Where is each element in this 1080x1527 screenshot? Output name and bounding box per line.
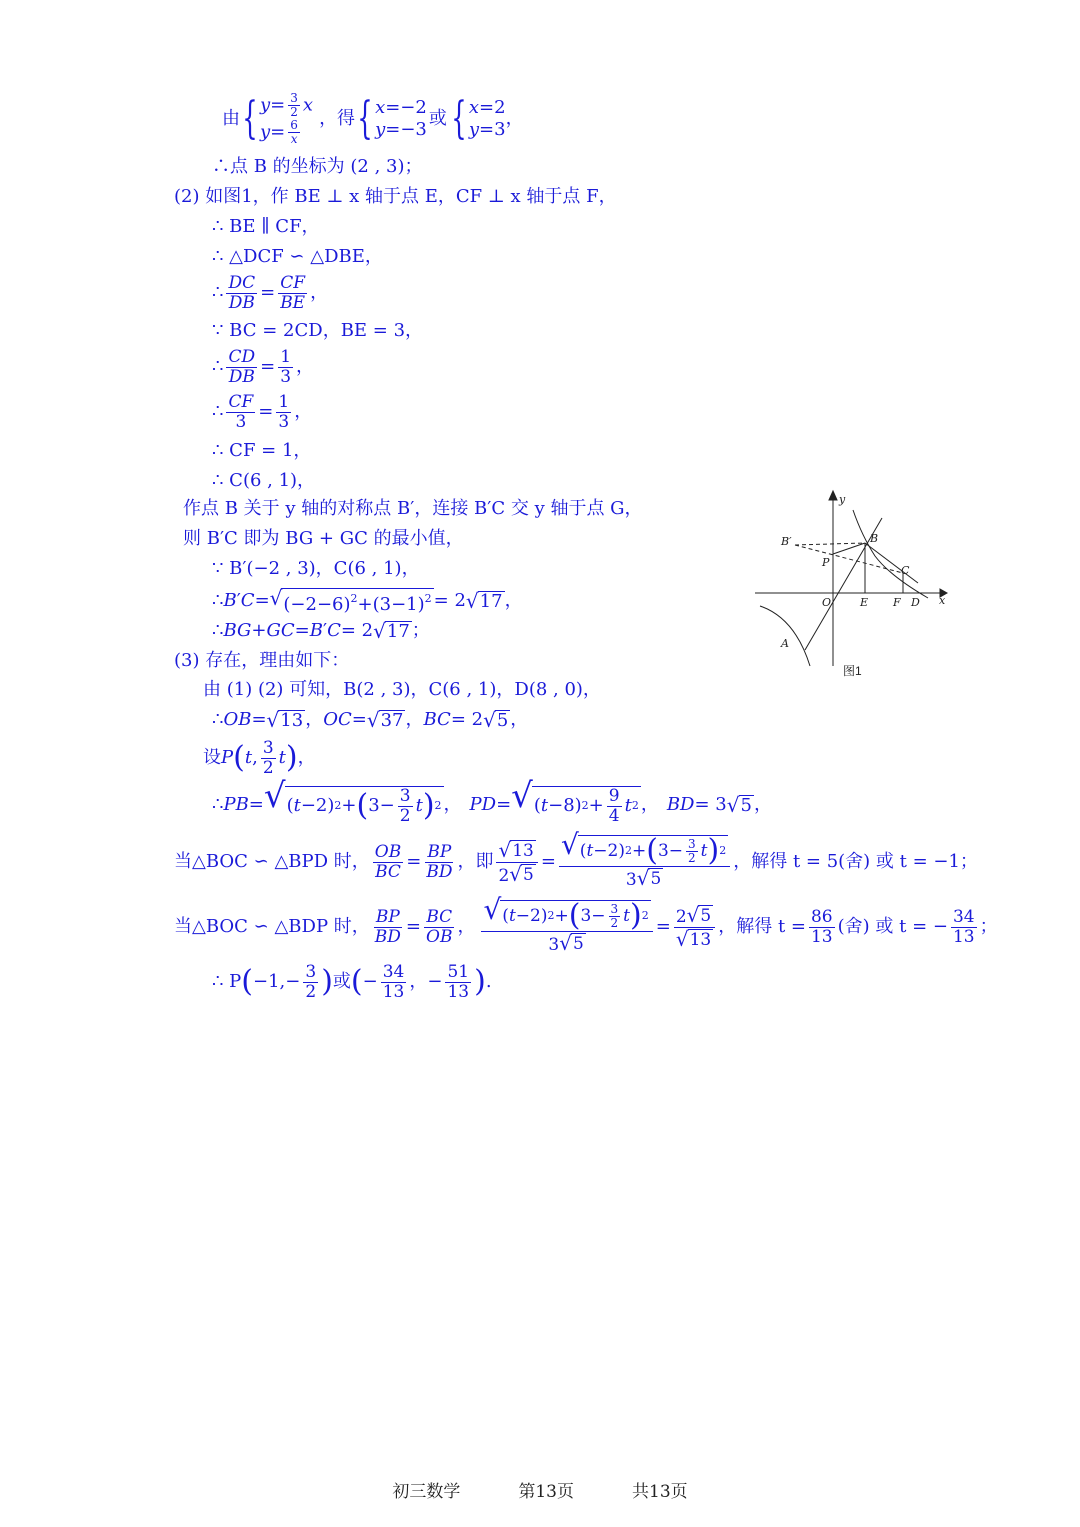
solution-line-16: ∴ BG + GC = B ′ C = 2 √ 17 ； (212, 619, 430, 643)
solution-line-14: ∵ B′(−2 , 3)，C(6 , 1)， (212, 558, 420, 579)
case1-prefix: 当△BOC ∽ △BPD 时， (174, 851, 370, 872)
label-a: A (781, 637, 789, 650)
solution-line-2: ∴点 B 的坐标为 (2 , 3)； (212, 156, 423, 177)
solution-line-18: 由 (1) (2) 可知，B(2 , 3)，C(6 , 1)，D(8 , 0)， (203, 679, 601, 700)
text-end: ， (505, 108, 524, 129)
solution-line-5: ∴ △DCF ∽ △DBE， (212, 246, 383, 267)
label-bprime: B′ (781, 535, 792, 548)
solution-line-6: ∴ $\frac{DC}{DB}$ = $\frac{CF}{BE}$ ， (212, 272, 329, 313)
dashed-bprime-b (795, 543, 865, 545)
equation-system-3: { x=2 y=3 (451, 93, 506, 144)
page-footer (0, 1477, 1080, 1502)
label-p: P (822, 556, 830, 569)
solution-line-13: 则 B′C 即为 BG + GC 的最小值， (183, 528, 464, 549)
solution-line-19: ∴ OB = √ 13 ， OC = √ 37 ， BC = 2 √ 5 ， (212, 708, 529, 732)
label-y: y (839, 493, 846, 506)
text-mid: ，得 (319, 108, 356, 129)
figure-caption: 图1 (843, 664, 862, 678)
solution-line-15: ∴ B ′ C = √ $(-2-6)^2+(3-1)^2$ = 2 √ 17 ， (212, 586, 523, 615)
footer-total: 共13页 (632, 1482, 688, 1502)
label-d: D (911, 596, 920, 609)
line-bd (865, 543, 918, 583)
footer-subject: 初三数学 (392, 1482, 461, 1502)
solution-line-3: (2) 如图1，作 BE ⊥ x 轴于点 E，CF ⊥ x 轴于点 F， (174, 186, 617, 207)
footer-page: 第13页 (518, 1482, 574, 1502)
solution-line-20: 设 P ( t , $\frac{3}{2}$ t ) ， (203, 737, 316, 778)
label-b: B (870, 532, 879, 545)
case2-prefix: 当△BOC ∽ △BDP 时， (174, 916, 370, 937)
solution-line-10: ∴ CF = 1， (212, 440, 312, 461)
solution-line-17: (3) 存在，理由如下： (174, 650, 350, 671)
solution-line-8: ∴ $\frac{CD}{DB}$ = $\frac{1}{3}$ ， (212, 346, 315, 387)
solution-line-9: ∴ $\frac{CF}{3}$ = $\frac{1}{3}$ ， (212, 391, 313, 432)
solution-line-21: 当△BOC ∽ △BPD 时， $\frac{OB}{BC}$ = $\frac{BP}{BD}$ ，即 √ 13 2 √ 5 = √ ( t −2) 2 + ( 3− $\frac{3}{2}$ t ) 2 3 √ 5 ，解得 t = 5(舍) 或 t = −1； (174, 828, 978, 890)
label-f: F (893, 596, 901, 609)
solution-line-7: ∵ BC = 2CD，BE = 3， (212, 320, 424, 341)
case1-mid: ，即 (457, 851, 494, 872)
solution-line-12: 作点 B 关于 y 轴的对称点 B′，连接 B′C 交 y 轴于点 G， (183, 498, 643, 519)
solution-line-11: ∴ C(6 , 1)， (212, 470, 316, 491)
text-prefix: 由 (222, 108, 240, 129)
label-c: C (901, 564, 910, 577)
equation-system-1: { y= $\frac{3}{2}$ x y= $\frac{6}{x}$ (242, 91, 314, 146)
case2-end2: (舍) 或 t = − (837, 916, 948, 937)
y-axis-arrow (829, 491, 837, 500)
hyperbola-lower (760, 606, 810, 666)
label-e: E (860, 596, 869, 609)
solution-line-23: ∴ P ( −1,− $\frac{3}{2}$ ) 或 ( − $\frac{34}{13}$ ，− $\frac{51}{13}$ ) . (212, 961, 492, 1002)
solution-line-pb: ∴ PB = √ ( t −2) 2 + ( 3− $\frac{3}{2}$ t ) 2 ， PD = √ ( t −8) 2 + $\frac{9}{4}$ t 2 ， BD = 3 √ 5 ， (212, 775, 772, 826)
label-x: x (939, 594, 946, 607)
segment-pb (833, 543, 865, 554)
solution-line-1 (222, 88, 524, 150)
case1-end: ，解得 t = 5(舍) 或 t = −1； (733, 851, 978, 872)
solution-line-22: 当△BOC ∽ △BDP 时， $\frac{BP}{BD}$ = $\frac{BC}{OB}$ ， √ ( t −2) 2 + ( 3− $\frac{3}{2}$ t ) 2 3 √ 5 = 2 √ 5 √ 13 ，解得 t = $\frac{86}{13}$ (舍) 或 t = − $\frac{34}{13}$ ； (174, 893, 998, 955)
figure-1-diagram (750, 488, 965, 678)
solution-line-4: ∴ BE ∥ CF， (212, 216, 320, 237)
label-o: O (822, 596, 832, 609)
hyperbola-upper (853, 510, 928, 598)
answer-prefix: ∴ P (212, 971, 242, 992)
text-or: 或 (428, 108, 447, 129)
case2-end: ，解得 t = (718, 916, 806, 937)
equation-system-2: { x=−2 y=−3 (357, 93, 427, 144)
